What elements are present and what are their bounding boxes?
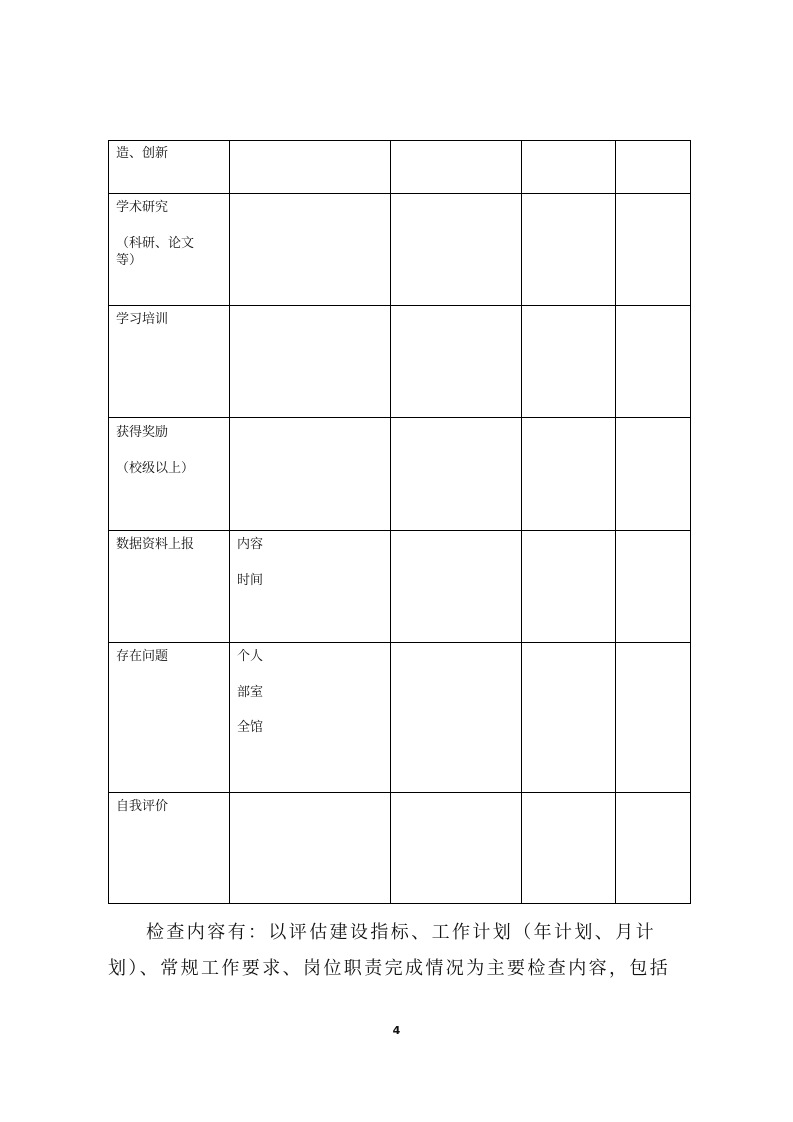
row-label-awards — [116, 425, 194, 496]
paragraph-line: 检查内容有：以评估建设指标、工作计划（年计划、月计 — [146, 922, 656, 943]
table-row-divider — [108, 792, 691, 793]
row-label-academic-research — [116, 200, 194, 289]
table-row-divider — [108, 530, 691, 531]
table-border-bottom — [108, 903, 691, 904]
row-label-line: （校级以上） — [116, 460, 195, 476]
row-label-innovation — [116, 146, 168, 182]
row-label-line: 数据资料上报 — [116, 537, 195, 552]
row-sub-issues — [237, 649, 263, 756]
row-label-line: 学术研究 — [116, 200, 169, 215]
row-label-data-reporting — [116, 537, 194, 573]
body-paragraph — [108, 915, 693, 987]
row-label-line: 学习培训 — [116, 312, 169, 327]
table-column-divider — [521, 140, 522, 904]
row-label-training — [116, 312, 168, 348]
table-row-divider — [108, 305, 691, 306]
row-label-line: （科研、论文 — [116, 235, 195, 251]
table-border-top — [108, 140, 691, 141]
table-border-right — [690, 140, 691, 904]
row-label-line: 等） — [116, 253, 143, 269]
row-sub-line: 全馆 — [237, 720, 264, 736]
row-label-line: 存在问题 — [116, 649, 169, 664]
table-column-divider — [390, 140, 391, 904]
row-sub-line: 内容 — [237, 537, 264, 552]
evaluation-table — [108, 140, 691, 904]
table-border-left — [108, 140, 109, 904]
row-sub-data-reporting — [237, 537, 263, 608]
table-column-divider — [615, 140, 616, 904]
table-row-divider — [108, 193, 691, 194]
row-sub-line: 时间 — [237, 572, 264, 588]
page-number: 4 — [392, 1024, 401, 1037]
row-sub-line: 部室 — [237, 684, 264, 700]
row-label-self-evaluation — [116, 799, 168, 835]
row-sub-line: 个人 — [237, 649, 264, 664]
row-label-issues — [116, 649, 168, 685]
row-label-line: 自我评价 — [116, 799, 169, 814]
table-column-divider — [229, 140, 230, 904]
row-label-line: 获得奖励 — [116, 425, 169, 440]
row-label-line: 造、创新 — [116, 146, 169, 161]
paragraph-line: 划）、常规工作要求、岗位职责完成情况为主要检查内容，包括 — [108, 958, 671, 979]
table-row-divider — [108, 642, 691, 643]
table-row-divider — [108, 417, 691, 418]
